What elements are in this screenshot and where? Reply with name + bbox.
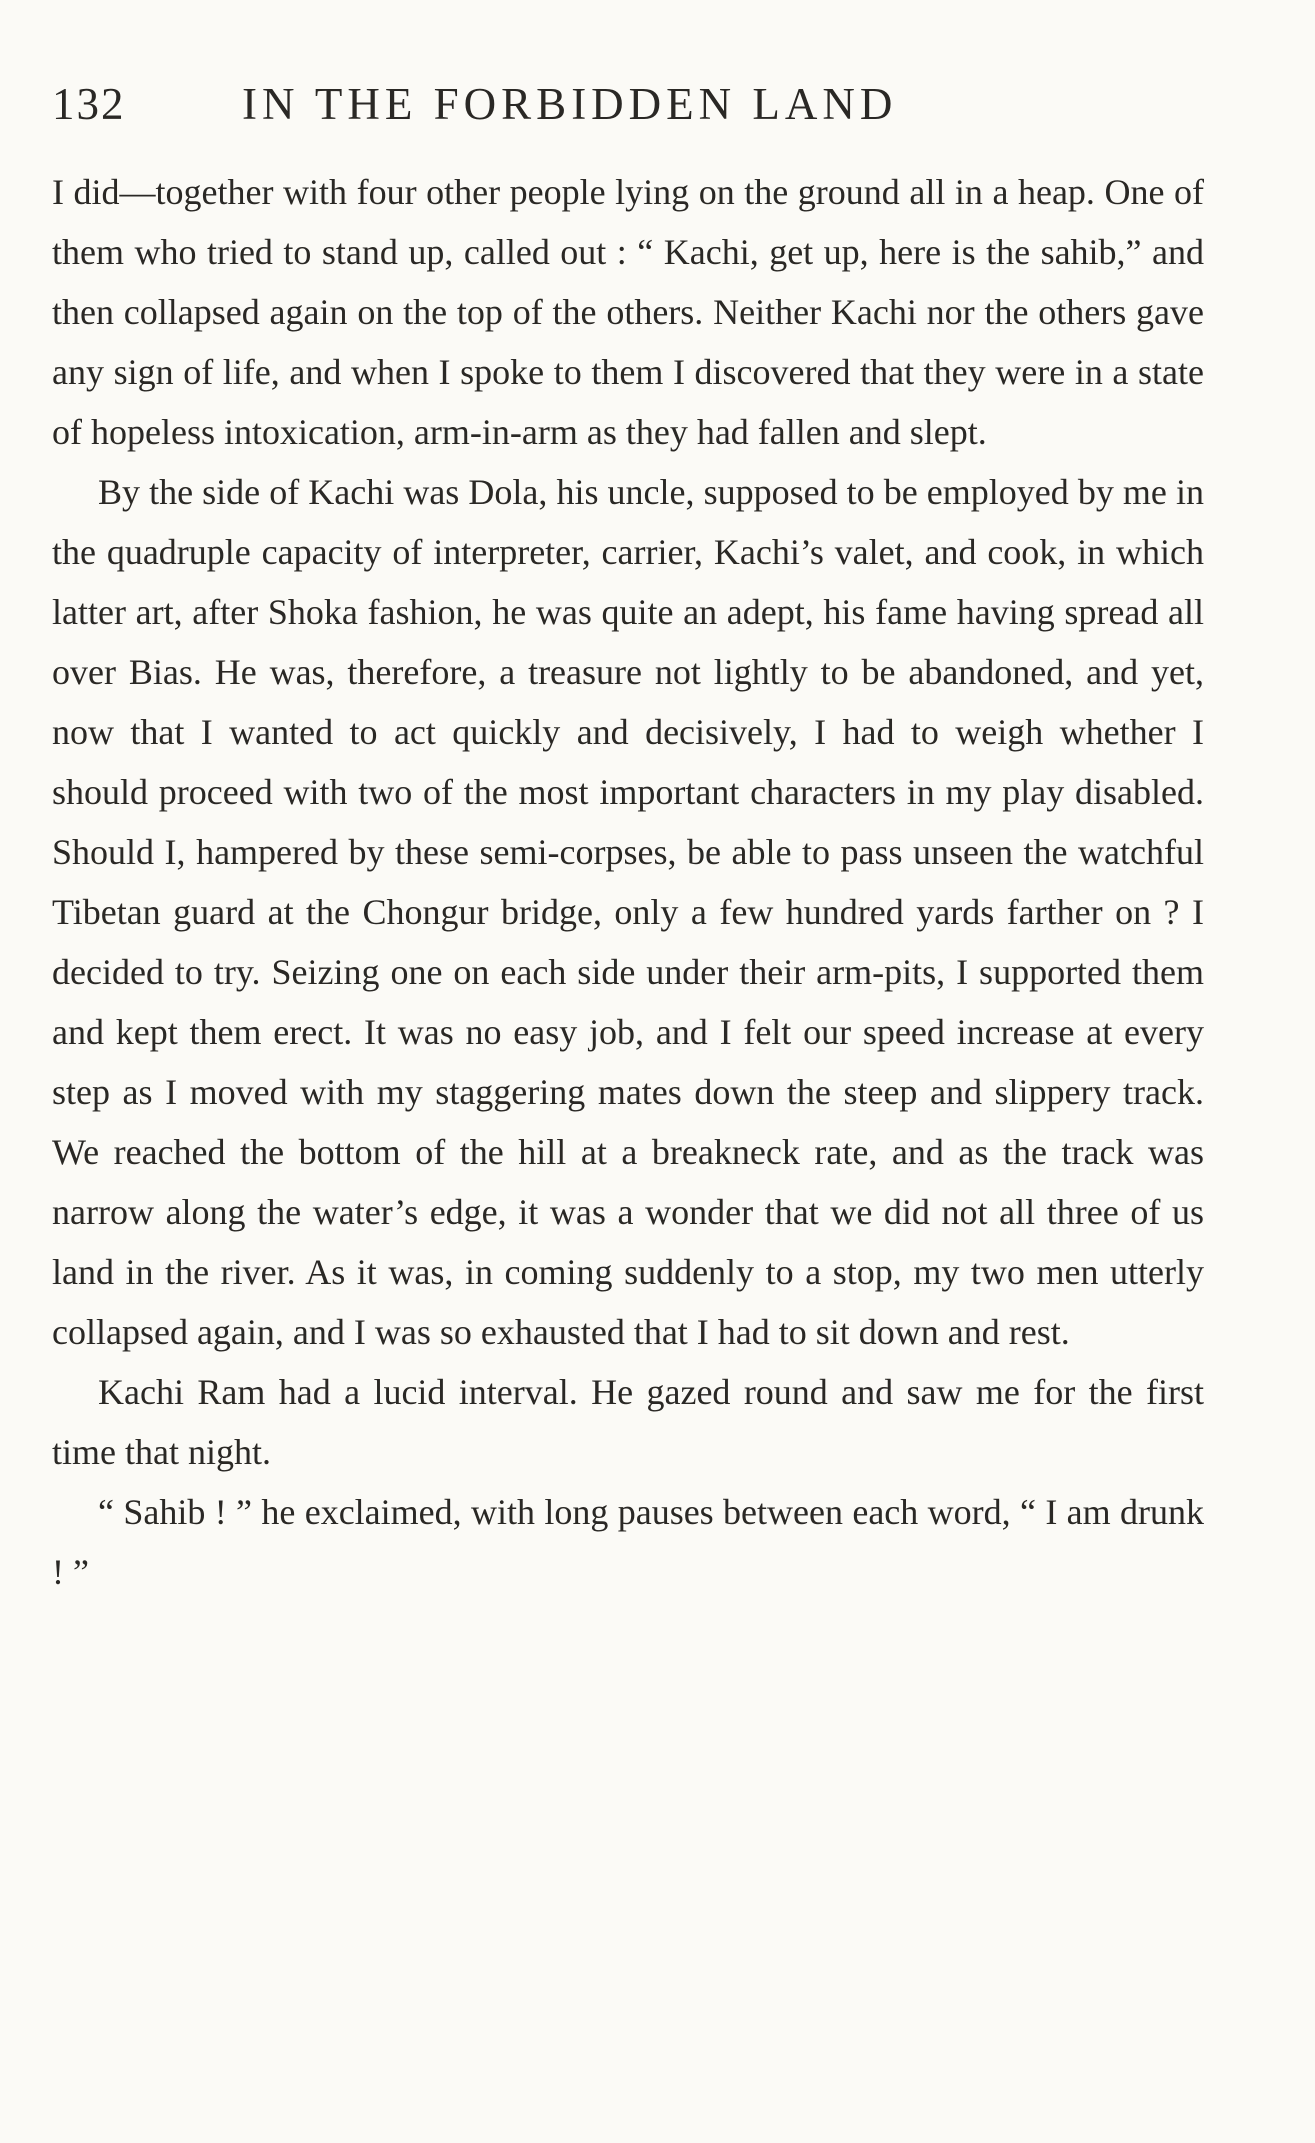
running-title: IN THE FORBIDDEN LAND [242, 79, 898, 129]
paragraph: By the side of Kachi was Dola, his uncle, supposed to be employed by me in the quadruple capacity of interpreter, carrier, Kachi’s valet, and cook, in which latter art, after Shoka fashion, he was quite an adept, his fame having spread all over Bias. He was, therefore, a treasure not lightly to be abandoned, and yet, now that I wanted to act quickly and decisively, I had to weigh whether I should proceed with two of the most important characters in my play disabled. Should I, hampered by these semi-corpses, be able to pass unseen the watchful Tibetan guard at the Chongur bridge, only a few hundred yards farther on ? I decided to try. Seizing one on each side under their arm-pits, I supported them and kept them erect. It was no easy job, and I felt our speed increase at every step as I moved with my staggering mates down the steep and slippery track. We reached the bottom of the hill at a breakneck rate, and as the track was narrow along the water’s edge, it was a wonder that we did not all three of us land in the river. As it was, in coming suddenly to a stop, my two men utterly collapsed again, and I was so exhausted that I had to sit down and rest. [52, 472, 1204, 1352]
running-head [52, 78, 1052, 138]
paragraph-continued: I did—together with four other people lying on the ground all in a heap. One of them who tried to stand up, called out : “ Kachi, get up, here is the sahib,” and then collapsed again on the top of the others. Neither Kachi nor the others gave any sign of life, and when I spoke to them I discovered that they were in a state of hopeless intoxication, arm-in-arm as they had fallen and slept. [52, 172, 1204, 452]
body-text [52, 162, 1204, 1602]
paragraph: “ Sahib ! ” he exclaimed, with long pauses between each word, “ I am drunk ! ” [52, 1492, 1204, 1592]
paragraph: Kachi Ram had a lucid interval. He gazed round and saw me for the first time that night. [52, 1372, 1204, 1472]
page-number: 132 [52, 79, 126, 129]
